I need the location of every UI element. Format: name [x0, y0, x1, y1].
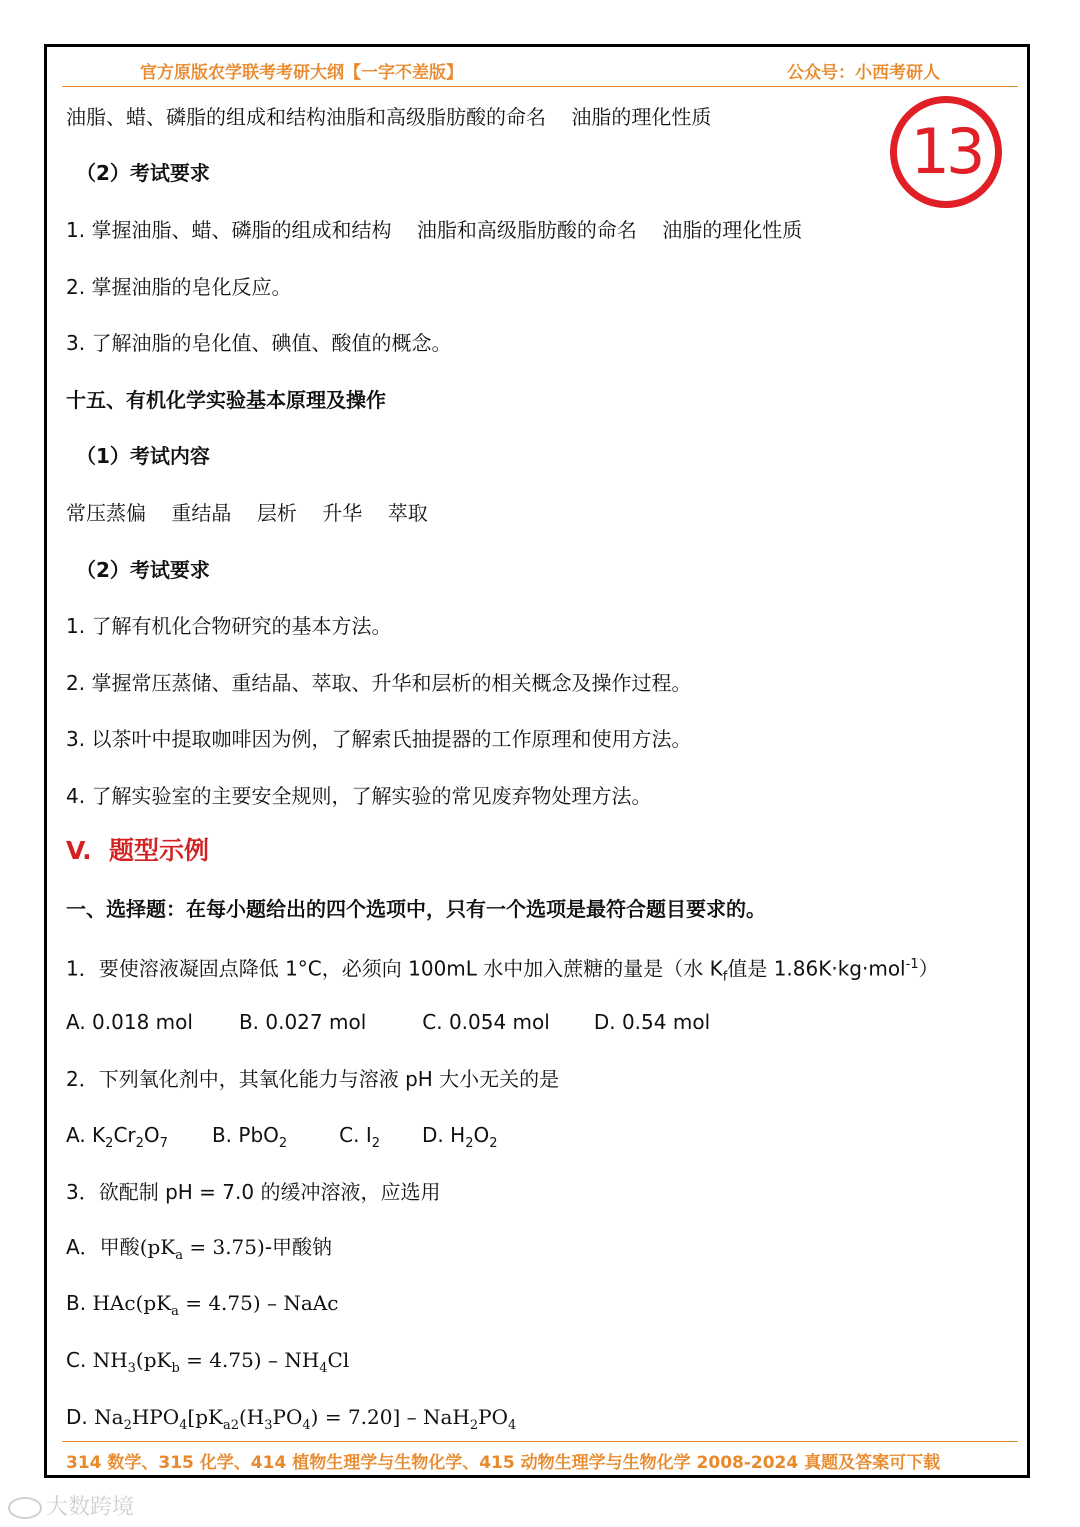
option-a: A. $K_2Cr_2O_7$	[66, 1123, 168, 1151]
footer-note: 314 数学、315 化学、414 植物生理学与生物化学、415 动物生理学与生物化学 2008-2024 真题及答案可下载	[66, 1453, 941, 1473]
text-line: 2. 掌握油脂的皂化反应。	[66, 275, 292, 299]
question-1-options	[66, 1008, 710, 1036]
header-title: 官方原版农学联考考研大纲【一字不差版】	[140, 63, 463, 83]
question-1-stem: 1．要使溶液凝固点降低 1°C，必须向 100mL 水中加入蔗糖的量是（水 $K_f$值是 1.86K·kg·mol$^{-1}$）	[66, 956, 939, 985]
page-number-badge: 13	[890, 96, 1002, 208]
section-title: V. 题型示例	[66, 836, 210, 865]
text-line: 油脂、蜡、磷脂的组成和结构油脂和高级脂肪酸的命名 油脂的理化性质	[66, 105, 712, 129]
text-line: 1. 掌握油脂、蜡、磷脂的组成和结构 油脂和高级脂肪酸的命名 油脂的理化性质	[66, 218, 803, 242]
option-b: B. PbO$_2$	[211, 1123, 288, 1151]
question-3-option-c: C. $NH_3(pK_b = 4.75) - NH_4Cl$	[66, 1348, 350, 1376]
text-line: 3. 以茶叶中提取咖啡因为例，了解索氏抽提器的工作原理和使用方法。	[66, 727, 692, 751]
question-3-stem: 3．欲配制 pH = 7.0 的缓冲溶液，应选用	[66, 1180, 441, 1204]
page-header	[140, 56, 940, 82]
option-c: C. $I_2$	[339, 1123, 381, 1151]
subheading: （1）考试内容	[76, 444, 210, 468]
question-3-option-d: D. $Na_2HPO_4[pK_{a2}(H_3PO_4) = 7.20] - NaH_2PO_4$	[66, 1405, 517, 1433]
subheading: （2）考试要求	[76, 161, 210, 185]
option-c: C. 0.054 mol	[422, 1010, 550, 1034]
text-line: 4. 了解实验室的主要安全规则，了解实验的常见废弃物处理方法。	[66, 784, 652, 808]
question-3-option-a: A．甲酸$(pK_a = 3.75)-$甲酸钠	[66, 1235, 333, 1263]
header-wechat: 公众号：小西考研人	[787, 63, 940, 83]
text-line: 常压蒸偏 重结晶 层析 升华 萃取	[66, 501, 428, 525]
header-rule	[62, 86, 1018, 87]
question-2-options	[66, 1121, 498, 1158]
text-line: 2. 掌握常压蒸储、重结晶、萃取、升华和层析的相关概念及操作过程。	[66, 671, 692, 695]
option-b: B. 0.027 mol	[238, 1010, 367, 1034]
section-subtitle: 一、选择题：在每小题给出的四个选项中，只有一个选项是最符合题目要求的。	[66, 897, 766, 921]
subheading: （2）考试要求	[76, 558, 210, 582]
text-line: 1. 了解有机化合物研究的基本方法。	[66, 614, 392, 638]
text-line: 3. 了解油脂的皂化值、碘值、酸值的概念。	[66, 331, 452, 355]
option-a: A. 0.018 mol	[66, 1010, 193, 1034]
question-3-option-b: B. $HAc(pK_a = 4.75)$ – NaAc	[66, 1291, 339, 1319]
watermark-logo-icon	[8, 1497, 42, 1519]
footer-rule	[62, 1441, 1018, 1442]
heading: 十五、有机化学实验基本原理及操作	[66, 388, 386, 412]
option-d: D. $H_2O_2$	[422, 1123, 498, 1151]
option-d: D. 0.54 mol	[593, 1010, 711, 1034]
question-2-stem: 2．下列氧化剂中，其氧化能力与溶液 pH 大小无关的是	[66, 1067, 560, 1091]
watermark: 大数跨境	[8, 1490, 134, 1521]
